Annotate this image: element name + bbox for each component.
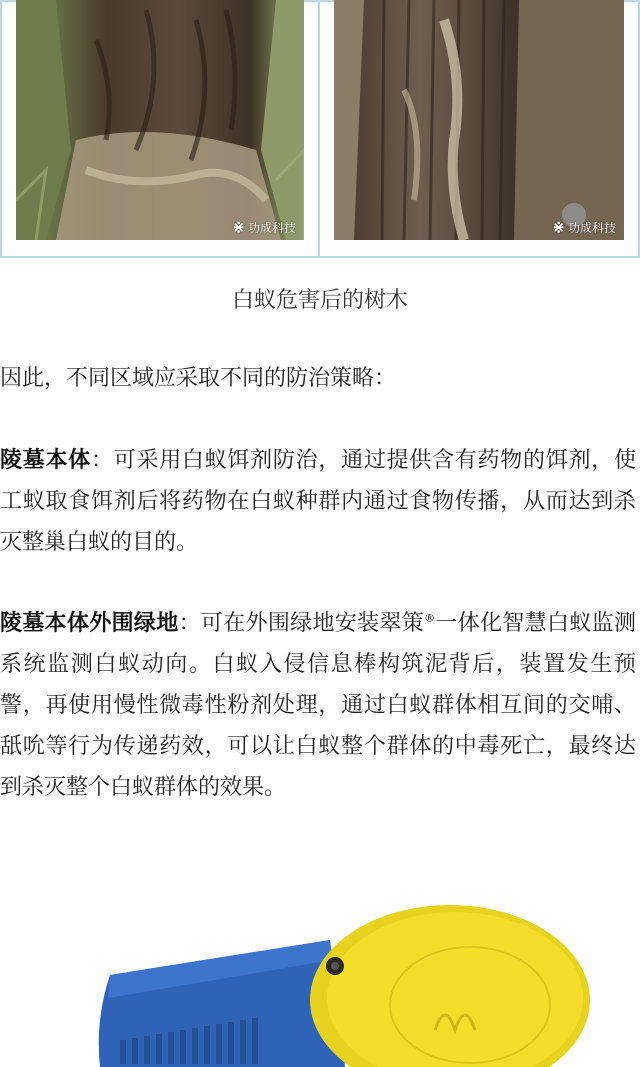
paragraph-text: 一体化智慧白蚁监测系统监测白蚁动向。白蚁入侵信息棒构筑泥背后，装置发生预警，再使用慢性微毒性粉剂处理，通过白蚁群体相互间的交哺、舐吮等行为传递药效，可以让白蚁整个群体的中毒死亡，最终达到杀灭整个白蚁群体的效果。	[0, 611, 636, 800]
section-label-peripheral-greenland: 陵墓本体外围绿地	[0, 611, 179, 636]
brand-watermark	[552, 218, 616, 236]
brand-logo-icon: ⋇	[232, 218, 245, 236]
photo-divider	[318, 0, 320, 258]
image-caption: 白蚁危害后的树木	[231, 288, 408, 313]
paragraph-text: ：可在外围绿地安装翠策	[178, 611, 425, 636]
brand-logo-icon: ⋇	[552, 218, 565, 236]
paragraph-tomb-body	[0, 440, 636, 563]
paragraph-strategy-intro	[0, 358, 636, 399]
paragraph-text: ：可采用白蚁饵剂防治，通过提供含有药物的饵剂，使工蚁取食饵剂后将药物在白蚁种群内通过食物传播，从而达到杀灭整巢白蚁的目的。	[0, 448, 636, 555]
watermark-text: 功成科技	[567, 220, 616, 235]
termite-damaged-tree-photo-left	[16, 0, 304, 240]
paragraph-text: 因此，不同区域应采取不同的防治策略：	[0, 366, 397, 391]
paragraph-peripheral-greenland	[0, 603, 636, 808]
watermark-text: 功成科技	[247, 220, 296, 235]
monitoring-device-photo	[0, 880, 640, 1067]
registered-mark: ®	[424, 611, 436, 625]
termite-damaged-tree-photo-right	[334, 0, 624, 240]
section-label-tomb-body: 陵墓本体	[0, 448, 91, 473]
brand-watermark	[232, 218, 296, 236]
